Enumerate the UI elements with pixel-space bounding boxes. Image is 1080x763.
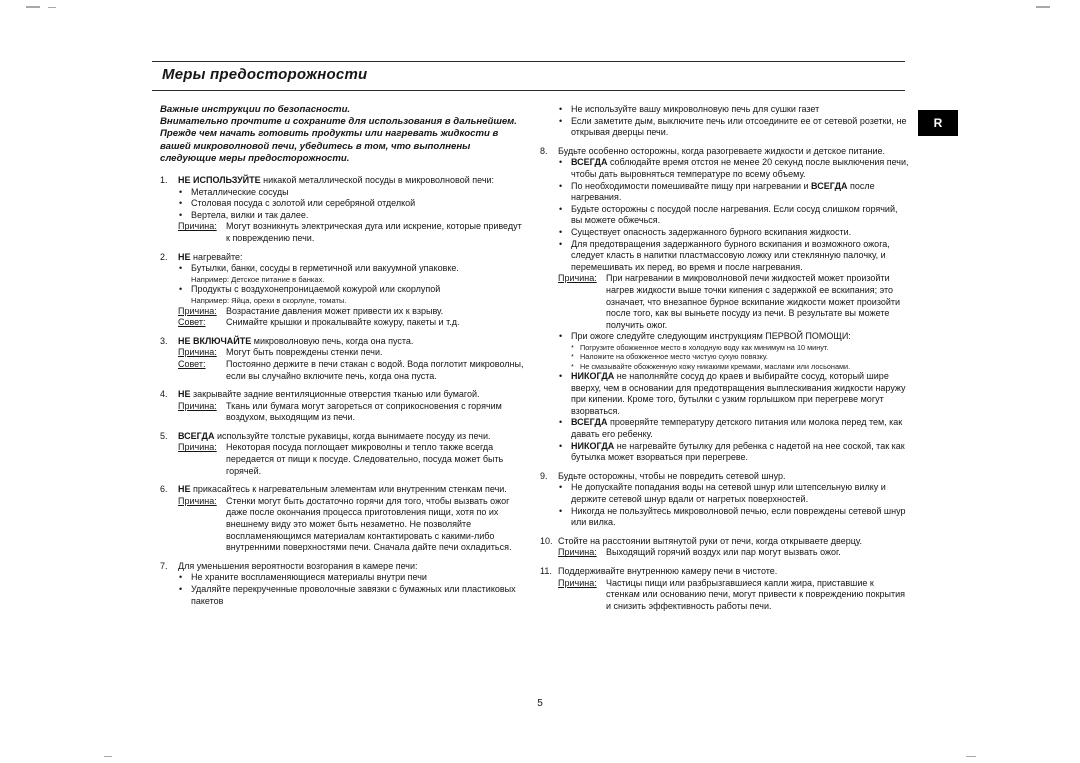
bullet-text: Если заметите дым, выключите печь или отсоедините ее от сетевой розетки, не открывая дверцы печи.	[571, 115, 907, 138]
item-heading	[178, 175, 524, 187]
item-heading	[558, 146, 910, 158]
bullet-text: Не используйте вашу микроволновую печь для сушки газет	[571, 104, 820, 114]
item-number: 2.	[160, 251, 168, 262]
intro-line-2: Внимательно прочтите и сохраните для использования в дальнейшем.	[160, 116, 517, 128]
tip-label: Совет:	[178, 358, 206, 369]
item-text: Будьте осторожны, чтобы не повредить сетевой шнур.	[558, 470, 786, 481]
bullet-text: не наполняйте сосуд до краев и выбирайте сосуд, который шире вверху, чем в основании для предотвращения выплескивания жидкости наружу при кипении. Кроме того, бутылки с узким горлышком при перегреве могут взорваться.	[571, 371, 906, 416]
bullet-item	[178, 584, 524, 607]
asterisk-icon	[571, 343, 580, 352]
intro-block	[160, 104, 524, 165]
reason-label: Причина:	[178, 495, 217, 506]
item-heading	[178, 484, 524, 496]
reason-label: Причина:	[178, 347, 217, 358]
bullet-item	[558, 482, 910, 505]
reason-row	[558, 273, 910, 331]
bullet-bold: ВСЕГДА	[811, 180, 848, 191]
item-lead: НЕ	[178, 484, 191, 495]
bullet-text: проверяйте температуру детского питания или молока перед тем, как давать его ребенку.	[571, 417, 903, 440]
item-lead: ВСЕГДА	[178, 430, 215, 441]
bullet-text: после нагревания.	[571, 180, 875, 203]
bullet-icon	[558, 482, 571, 505]
item-9	[540, 471, 910, 529]
item-number: 4.	[160, 389, 168, 400]
reason-label: Причина:	[558, 577, 597, 588]
crop-mark	[104, 756, 112, 757]
bullet-text: Не храните воспламеняющиеся материалы внутри печи	[191, 572, 427, 583]
item-4	[160, 389, 524, 424]
title-rule-top	[152, 61, 905, 62]
reason-text: Возрастание давления может привести их к взрыву.	[226, 305, 444, 316]
bullet-icon	[558, 227, 571, 239]
item-number: 11.	[540, 566, 552, 576]
reason-text: Некоторая посуда поглощает микроволны и тепло также всегда передается от пищи к посуде. Следовательно, посуда может быть горячей.	[226, 442, 504, 476]
reason-row	[178, 347, 524, 359]
first-aid-note	[571, 352, 910, 361]
bullet-bold: НИКОГДА	[571, 371, 615, 382]
bullet-icon	[558, 104, 571, 116]
bullet-icon	[178, 284, 191, 296]
bullet-item	[558, 116, 910, 139]
intro-line-1: Важные инструкции по безопасности.	[160, 104, 351, 115]
example-note: Например: Яйца, орехи в скорлупе, томаты.	[191, 295, 347, 305]
bullet-icon	[178, 584, 191, 607]
bullet-item	[178, 284, 524, 296]
item-7	[160, 561, 524, 607]
item-8	[540, 146, 910, 464]
item-heading	[558, 566, 910, 578]
bullet-icon	[178, 210, 191, 222]
bullet-item	[178, 198, 524, 210]
item-11	[540, 566, 910, 612]
bullet-text: Столовая посуда с золотой или серебряной отделкой	[191, 198, 416, 209]
item-text: используйте толстые рукавицы, когда вынимаете посуду из печи.	[214, 430, 491, 441]
bullet-text: Существует опасность задержанного бурного вскипания жидкости.	[571, 226, 852, 237]
item-heading	[178, 252, 524, 264]
item-heading	[178, 336, 524, 348]
reason-text: Ткань или бумага могут загореться от соприкосновения с горячим воздухом, выходящим из печи.	[226, 400, 502, 423]
item-text: Стойте на расстоянии вытянутой руки от печи, когда открываете дверцу.	[558, 535, 862, 546]
item-number: 9.	[540, 470, 548, 481]
bullet-icon	[558, 331, 571, 343]
item-number: 6.	[160, 484, 168, 495]
item-heading	[178, 389, 524, 401]
left-column	[160, 104, 524, 607]
item-lead: НЕ	[178, 251, 191, 262]
first-aid-text: Не смазывайте обожженную кожу никакими кремами, маслами или лосьонами.	[580, 361, 851, 371]
bullet-icon	[178, 572, 191, 584]
item-number: 8.	[540, 145, 548, 156]
bullet-text: Никогда не пользуйтесь микроволновой печью, если повреждены сетевой шнур или вилка.	[571, 505, 906, 528]
bullet-item	[558, 204, 910, 227]
bullet-bold: ВСЕГДА	[571, 157, 608, 168]
reason-text: Выходящий горячий воздух или пар могут вызвать ожог.	[606, 547, 841, 558]
item-number: 7.	[160, 560, 168, 571]
reason-text: При нагревании в микроволновой печи жидкостей может произойти нагрев жидкости выше точки кипения с задержкой ее вскипания; это означает, что внезапное бурное вскипание жидкости может произойти после того, как вы выньете посуду из печи. В результате вы можете получить ожог.	[606, 273, 901, 330]
item-heading	[178, 561, 524, 573]
bullet-text: соблюдайте время отстоя не менее 20 секунд после выключения печи, чтобы дать выровняться температуре по всему объему.	[571, 157, 909, 179]
reason-row	[178, 496, 524, 554]
item-text: Для уменьшения вероятности возгорания в камере печи:	[178, 560, 418, 571]
item-7-continued	[540, 104, 910, 139]
intro-line-3: Прежде чем начать готовить продукты или нагревать жидкости в вашей микроволновой печи, убедитесь в том, что выполнены следующие меры предосторожности.	[160, 128, 499, 164]
bullet-icon	[558, 371, 571, 417]
bullet-icon	[558, 417, 571, 440]
bullet-text: Металлические сосуды	[191, 186, 289, 197]
first-aid-note	[571, 362, 910, 371]
item-1	[160, 175, 524, 245]
bullet-bold: НИКОГДА	[571, 440, 615, 451]
tip-row	[178, 317, 524, 329]
item-number: 5.	[160, 430, 168, 441]
tip-text: Снимайте крышки и прокалывайте кожуру, пакеты и т.д.	[226, 317, 460, 328]
item-2	[160, 252, 524, 329]
asterisk-icon	[571, 362, 580, 371]
bullet-icon	[558, 157, 571, 180]
title-rule-bottom	[152, 90, 905, 91]
example-note: Например: Детское питание в банках.	[191, 274, 325, 284]
item-text: нагревайте:	[190, 251, 243, 262]
reason-row	[178, 401, 524, 424]
item-lead: НЕ ВКЛЮЧАЙТЕ	[178, 335, 252, 346]
right-column	[540, 104, 910, 612]
bullet-text: При ожоге следуйте следующим инструкциям ПЕРВОЙ ПОМОЩИ:	[571, 331, 851, 342]
item-number: 3.	[160, 335, 168, 346]
item-text: никакой металлической посуды в микроволновой печи:	[260, 175, 495, 186]
bullet-item	[558, 239, 910, 274]
item-6	[160, 484, 524, 554]
crop-mark	[1036, 6, 1050, 8]
crop-mark	[26, 6, 40, 8]
reason-label: Причина:	[178, 221, 217, 232]
reason-label: Причина:	[178, 400, 217, 411]
reason-row	[178, 221, 524, 244]
bullet-item	[558, 441, 910, 464]
item-lead: НЕ ИСПОЛЬЗУЙТЕ	[178, 175, 261, 186]
bullet-text: Удаляйте перекрученные проволочные завязки с бумажных или пластиковых пакетов	[191, 584, 516, 606]
asterisk-icon	[571, 352, 580, 361]
item-text: прикасайтесь к нагревательным элементам или внутренним стенкам печи.	[190, 484, 507, 495]
bullet-item	[558, 104, 910, 116]
item-lead: НЕ	[178, 389, 191, 400]
item-heading	[178, 431, 524, 443]
bullet-item	[558, 157, 910, 180]
bullet-text: Для предотвращения задержанного бурного вскипания и возможного ожога, следует класть в напитки пластмассовую ложку или стеклянную палочку, и перемешивать их перед, во время и после нагревания.	[571, 238, 890, 272]
reason-row	[178, 306, 524, 318]
first-aid-text: Погрузите обожженное место в холодную воду как минимум на 10 минут.	[580, 342, 829, 352]
reason-label: Причина:	[558, 547, 597, 558]
bullet-icon	[558, 204, 571, 227]
reason-label: Причина:	[558, 273, 597, 284]
item-number-spacer	[540, 104, 558, 139]
page-number: 5	[537, 698, 543, 709]
item-heading	[558, 471, 910, 483]
bullet-item	[558, 227, 910, 239]
bullet-item	[178, 187, 524, 199]
bullet-item	[558, 417, 910, 440]
bullet-text: По необходимости помешивайте пищу при нагревании и	[571, 180, 812, 191]
reason-label: Причина:	[178, 442, 217, 453]
side-tab-r: R	[918, 110, 958, 136]
item-text: Будьте особенно осторожны, когда разогреваете жидкости и детское питание.	[558, 145, 886, 156]
item-5	[160, 431, 524, 477]
reason-text: Могут возникнуть электрическая дуга или искрение, которые приведут к повреждению печи.	[226, 221, 522, 243]
bullet-text: Бутылки, банки, сосуды в герметичной или вакуумной упаковке.	[191, 263, 459, 274]
bullet-text: Будьте осторожны с посудой после нагревания. Если сосуд слишком горячий, вы можете обжечься.	[571, 203, 898, 226]
reason-text: Могут быть повреждены стенки печи.	[226, 347, 383, 358]
bullet-icon	[558, 506, 571, 529]
bullet-text: Продукты с воздухонепроницаемой кожурой или скорлупой	[191, 284, 441, 295]
bullet-icon	[558, 441, 571, 464]
item-text: закрывайте задние вентиляционные отверстия тканью или бумагой.	[190, 389, 480, 400]
bullet-icon	[178, 263, 191, 275]
page-title: Меры предосторожности	[162, 66, 368, 83]
tip-row	[178, 359, 524, 382]
bullet-item	[178, 572, 524, 584]
tip-label: Совет:	[178, 317, 206, 328]
bullet-icon	[178, 198, 191, 210]
bullet-item	[558, 181, 910, 204]
bullet-item	[178, 263, 524, 275]
reason-label: Причина:	[178, 305, 217, 316]
first-aid-text: Наложите на обожженное место чистую сухую повязку.	[580, 352, 768, 362]
item-3	[160, 336, 524, 382]
item-number: 10.	[540, 535, 553, 546]
item-text: микроволновую печь, когда она пуста.	[251, 335, 414, 346]
item-heading	[558, 536, 910, 548]
reason-row	[558, 578, 910, 613]
bullet-text: Не допускайте попадания воды на сетевой шнур или штепсельную вилку и держите сетевой шнур вдали от нагретых поверхностей.	[571, 482, 886, 505]
bullet-bold: ВСЕГДА	[571, 417, 608, 428]
bullet-icon	[178, 187, 191, 199]
reason-row	[178, 442, 524, 477]
tip-text: Постоянно держите в печи стакан с водой. Вода поглотит микроволны, если вы случайно включите печь, когда она пуста.	[226, 358, 524, 381]
item-number: 1.	[160, 175, 168, 186]
bullet-text: Вертела, вилки и так далее.	[191, 209, 309, 220]
bullet-item	[558, 331, 910, 343]
reason-text: Стенки могут быть достаточно горячи для того, чтобы вызвать ожог даже после окончания процесса приготовления пищи, хотя по их внешнему виду это может быть незаметно. Не позволяйте воспламеняющимся материалам контактировать с какими-либо внутренними поверхностями печи. Сначала дайте печи охладиться.	[226, 495, 512, 553]
bullet-icon	[558, 239, 571, 274]
reason-row	[558, 547, 910, 559]
crop-mark	[966, 756, 976, 757]
first-aid-note	[571, 343, 910, 352]
bullet-icon	[558, 116, 571, 139]
item-text: Поддерживайте внутреннюю камеру печи в чистоте.	[558, 566, 778, 576]
item-10	[540, 536, 910, 559]
crop-mark	[48, 7, 56, 8]
bullet-text: не нагревайте бутылку для ребенка с надетой на нее соской, так как бутылка может взорваться при перегреве.	[571, 440, 905, 463]
bullet-item	[178, 210, 524, 222]
reason-text: Частицы пищи или разбрызгавшиеся капли жира, приставшие к стенкам или основанию печи, могут привести к повреждению покрытия и снизить эффективность работы печи.	[606, 577, 906, 611]
bullet-item	[558, 506, 910, 529]
bullet-item	[558, 371, 910, 417]
bullet-icon	[558, 181, 571, 204]
